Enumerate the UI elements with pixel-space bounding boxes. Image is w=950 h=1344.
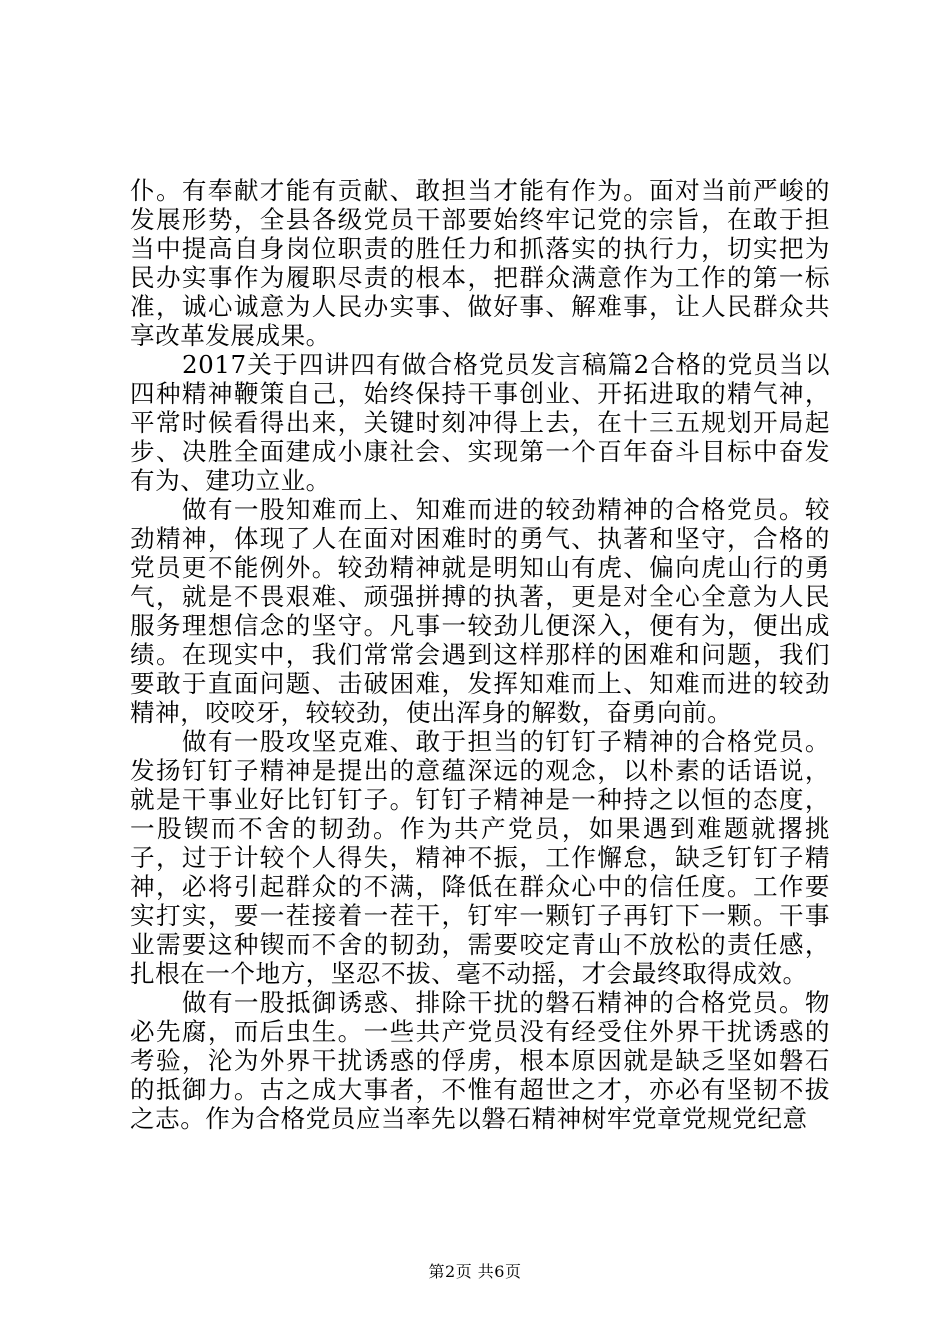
page-number-footer: 第2页 共6页	[428, 1262, 522, 1281]
paragraph-dingdingzi-spirit: 做有一股攻坚克难、敢于担当的钉钉子精神的合格党员。发扬钉钉子精神是提出的意蕴深远的观念，以朴素的话语说，就是干事业好比钉钉子。钉钉子精神是一种持之以恒的态度，一股锲而不舍的韧劲。作为共产党员，如果遇到难题就撂挑子，过于计较个人得失，精神不振，工作懈怠，缺乏钉钉子精神，必将引起群众的不满，降低在群众心中的信任度。工作要实打实，要一茬接着一茬干，钉牢一颗钉子再钉下一颗。干事业需要这种锲而不舍的韧劲，需要咬定青山不放松的责任感，扎根在一个地方，坚忍不拔、毫不动摇，才会最终取得成效。	[130, 727, 830, 988]
paragraph-continued: 仆。有奉献才能有贡献、敢担当才能有作为。面对当前严峻的发展形势，全县各级党员干部要始终牢记党的宗旨，在敢于担当中提高自身岗位职责的胜任力和抓落实的执行力，切实把为民办实事作为履职尽责的根本，把群众满意作为工作的第一标准，诚心诚意为人民办实事、做好事、解难事，让人民群众共享改革发展成果。	[130, 176, 830, 350]
paragraph-panshi-spirit: 做有一股抵御诱惑、排除干扰的磐石精神的合格党员。物必先腐，而后虫生。一些共产党员没有经受住外界干扰诱惑的考验，沦为外界干扰诱惑的俘虏，根本原因就是缺乏坚如磐石的抵御力。古之成大事者，不惟有超世之才，亦必有坚韧不拔之志。作为合格党员应当率先以磐石精神树牢党章党规党纪意	[130, 988, 830, 1133]
paragraph-speech-intro: 2017关于四讲四有做合格党员发言稿篇2合格的党员当以四种精神鞭策自己，始终保持干事创业、开拓进取的精气神，平常时候看得出来，关键时刻冲得上去，在十三五规划开局起步、决胜全面建成小康社会、实现第一个百年奋斗目标中奋发有为、建功立业。	[130, 350, 830, 495]
document-body	[130, 176, 830, 1133]
paragraph-jiaojin-spirit: 做有一股知难而上、知难而进的较劲精神的合格党员。较劲精神，体现了人在面对困难时的勇气、执著和坚守，合格的党员更不能例外。较劲精神就是明知山有虎、偏向虎山行的勇气，就是不畏艰难、顽强拼搏的执著，更是对全心全意为人民服务理想信念的坚守。凡事一较劲儿便深入，便有为，便出成绩。在现实中，我们常常会遇到这样那样的困难和问题，我们要敢于直面问题、击破困难，发挥知难而上、知难而进的较劲精神，咬咬牙，较较劲，使出浑身的解数，奋勇向前。	[130, 495, 830, 727]
